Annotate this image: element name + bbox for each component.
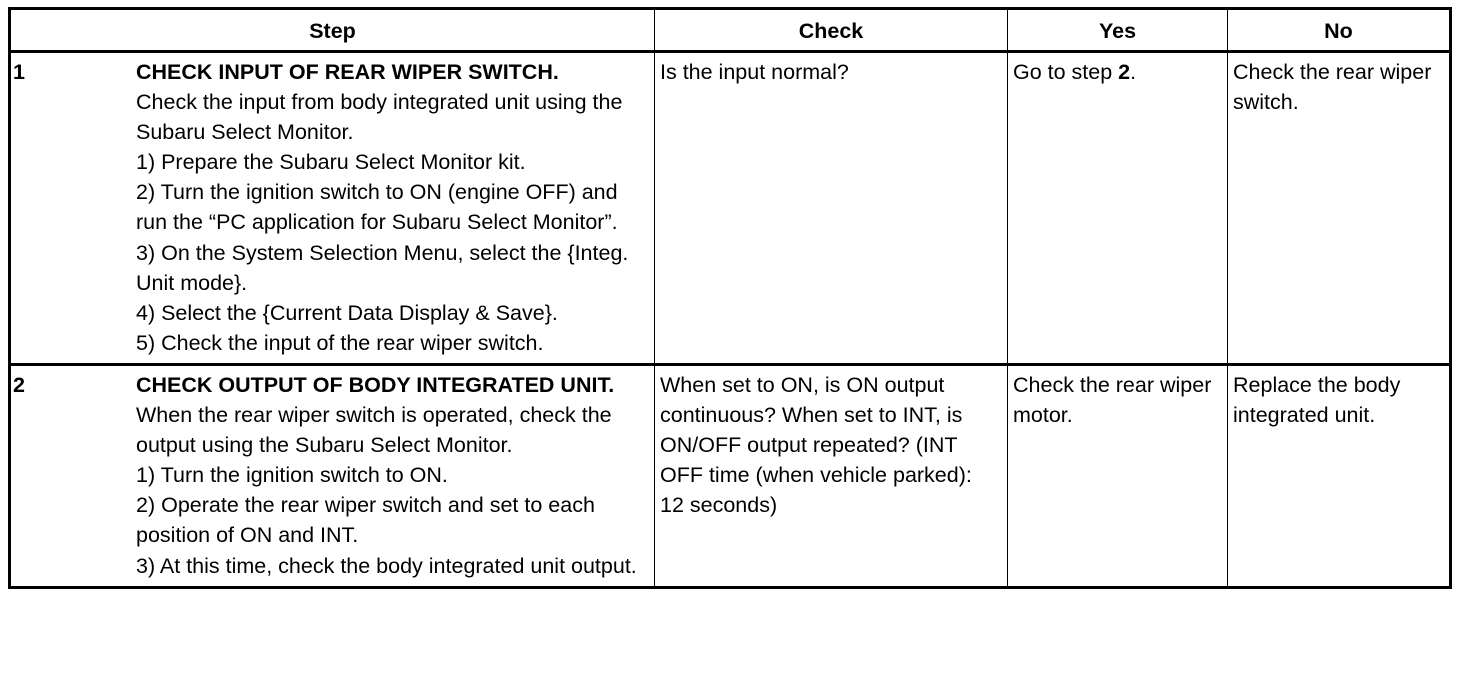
- yes-text: Check the rear wiper motor.: [1013, 372, 1212, 428]
- no-text: Check the rear wiper switch.: [1233, 60, 1432, 115]
- step-line: 5) Check the input of the rear wiper switch.: [136, 330, 544, 355]
- step-line: Check the input from body integrated unit using the Subaru Select Monitor.: [136, 90, 623, 145]
- no-text: Replace the body integrated unit.: [1233, 372, 1401, 428]
- check-text: Is the input normal?: [660, 60, 849, 84]
- yes-text-suffix: .: [1130, 60, 1137, 84]
- header-step: Step: [10, 9, 655, 52]
- check-cell: [655, 52, 1008, 365]
- step-title: CHECK INPUT OF REAR WIPER SWITCH.: [136, 60, 559, 84]
- check-cell: [655, 364, 1008, 587]
- table-row: [10, 52, 1451, 365]
- step-title: CHECK OUTPUT OF BODY INTEGRATED UNIT.: [136, 372, 615, 397]
- header-row: [10, 9, 1451, 52]
- step-line: 1) Turn the ignition switch to ON.: [136, 463, 448, 488]
- yes-text-prefix: Go to step: [1013, 60, 1119, 84]
- step-line: 2) Operate the rear wiper switch and set to each position of ON and INT.: [136, 493, 595, 548]
- table-row: [10, 364, 1451, 587]
- header-check: Check: [655, 9, 1008, 52]
- diagnostic-table: [8, 7, 1452, 589]
- no-cell: [1228, 52, 1451, 365]
- step-line: When the rear wiper switch is operated, check the output using the Subaru Select Monitor.: [136, 403, 612, 458]
- step-cell: [10, 52, 655, 365]
- step-number: 2: [13, 372, 25, 397]
- yes-cell: [1008, 52, 1228, 365]
- yes-step-link: 2: [1118, 60, 1131, 84]
- step-line: 3) At this time, check the body integrated unit output.: [136, 553, 637, 578]
- yes-cell: [1008, 364, 1228, 587]
- no-cell: [1228, 364, 1451, 587]
- header-yes: Yes: [1008, 9, 1228, 52]
- header-no: No: [1228, 9, 1451, 52]
- step-number: 1: [13, 60, 25, 84]
- step-cell: [10, 364, 655, 587]
- step-line: 2) Turn the ignition switch to ON (engine OFF) and run the “PC application for Subaru Select Monitor”.: [136, 180, 618, 235]
- check-text: When set to ON, is ON output continuous? When set to INT, is ON/OFF output repeated? (INT OFF time (when vehicle parked): 12 seconds): [660, 372, 972, 518]
- diagnostic-table-container: [8, 7, 1449, 589]
- step-line: 4) Select the {Current Data Display & Save}.: [136, 300, 558, 325]
- step-line: 3) On the System Selection Menu, select the {Integ. Unit mode}.: [136, 240, 629, 295]
- step-line: 1) Prepare the Subaru Select Monitor kit.: [136, 150, 526, 175]
